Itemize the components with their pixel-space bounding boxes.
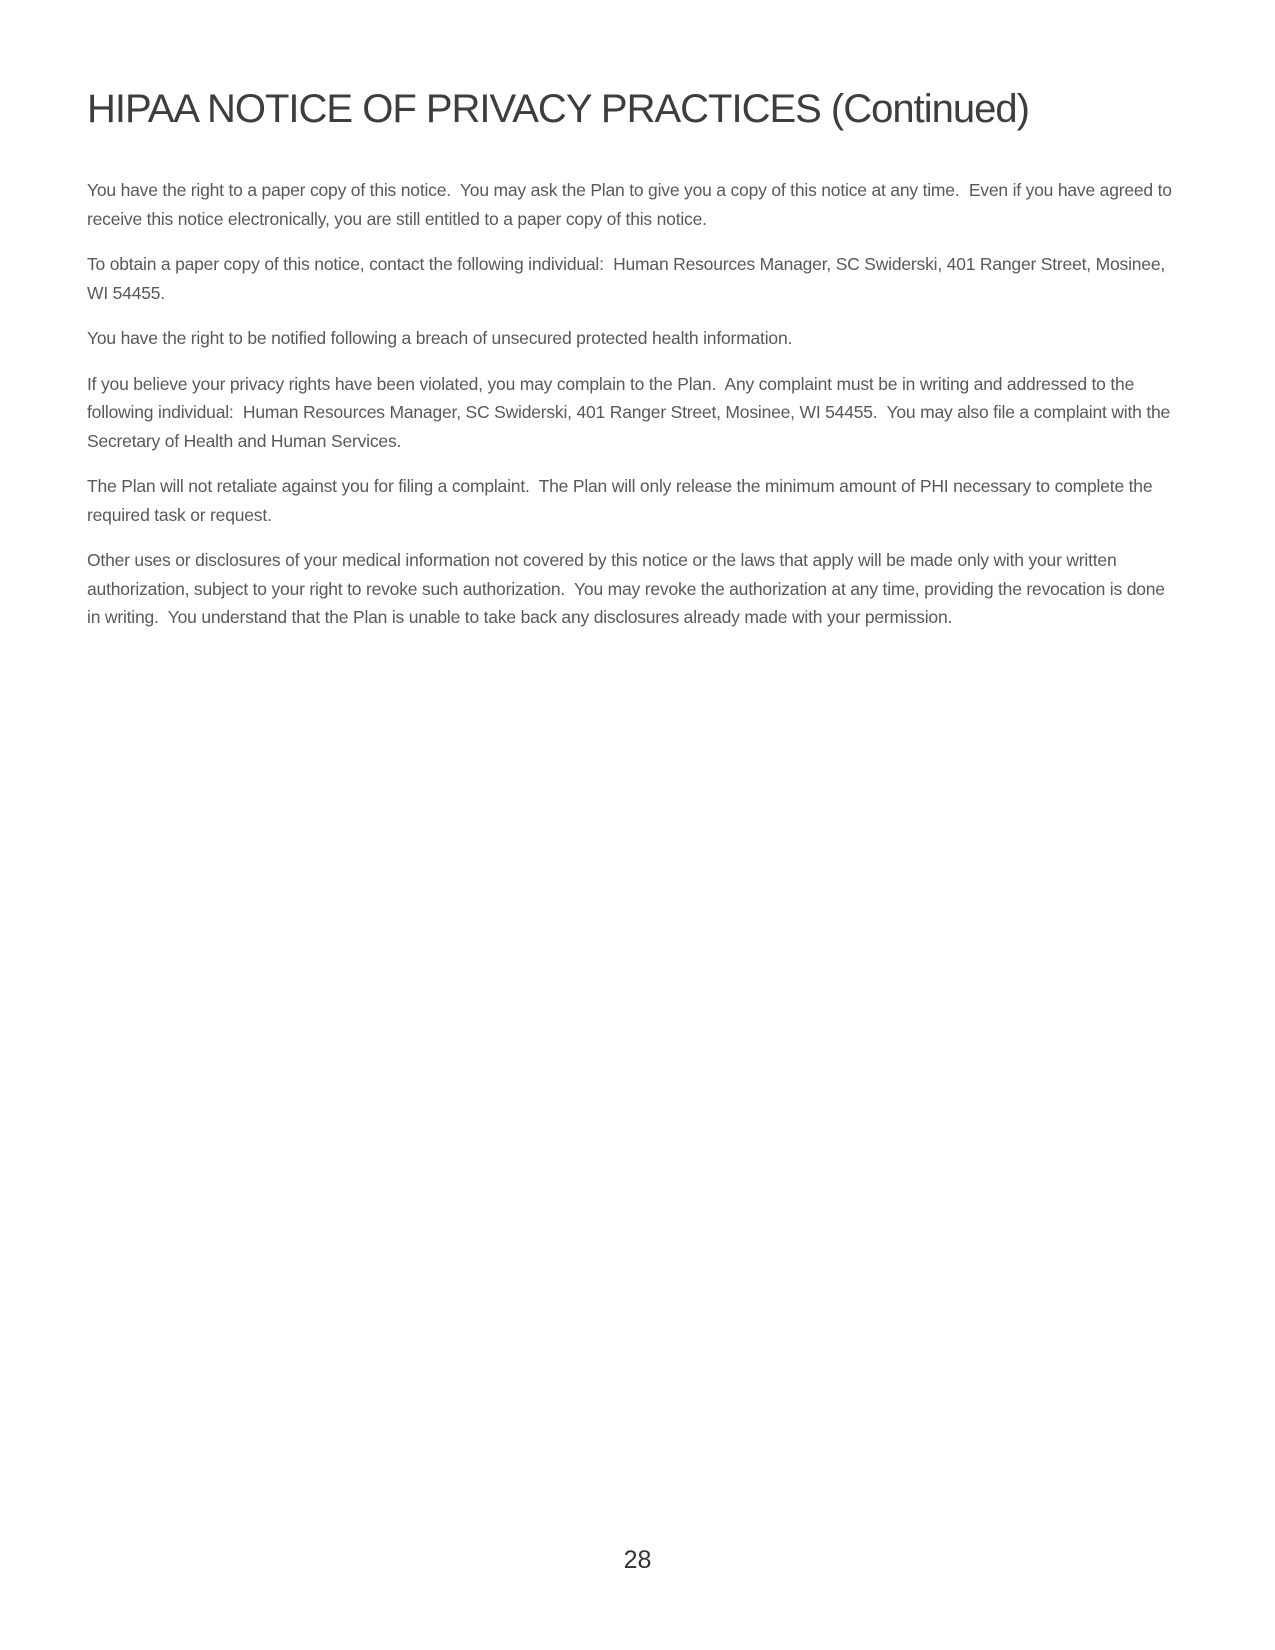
page-number: 28 xyxy=(623,1546,652,1574)
paragraph: To obtain a paper copy of this notice, contact the following individual: Human Resources Manager, SC Swiderski, 401 Ranger Street, Mosinee, WI 54455. xyxy=(87,254,1170,303)
document-body xyxy=(87,176,1177,632)
page-title: HIPAA NOTICE OF PRIVACY PRACTICES (Continued) xyxy=(87,87,1029,131)
paragraph: You have the right to be notified following a breach of unsecured protected health information. xyxy=(87,328,793,348)
paragraph: Other uses or disclosures of your medical information not covered by this notice or the laws that apply will be made only with your written authorization, subject to your right to revoke such authorization. You may revoke the authorization at any time, providing the revocation is done in writing. You understand that the Plan is unable to take back any disclosures already made with your permission. xyxy=(87,550,1170,627)
paragraph: You have the right to a paper copy of this notice. You may ask the Plan to give you a copy of this notice at any time. Even if you have agreed to receive this notice electronically, you are still entitled to a paper copy of this notice. xyxy=(87,180,1177,229)
paragraph: If you believe your privacy rights have been violated, you may complain to the Plan. Any complaint must be in writing and addressed to the following individual: Human Resources Manager, SC Swiderski, 401 Ranger Street, Mosinee, WI 54455. You may also file a complaint with the Secretary of Health and Human Services. xyxy=(87,373,1175,451)
paragraph: The Plan will not retaliate against you for filing a complaint. The Plan will only release the minimum amount of PHI necessary to complete the required task or request. xyxy=(87,476,1158,525)
document-content xyxy=(87,84,1177,649)
